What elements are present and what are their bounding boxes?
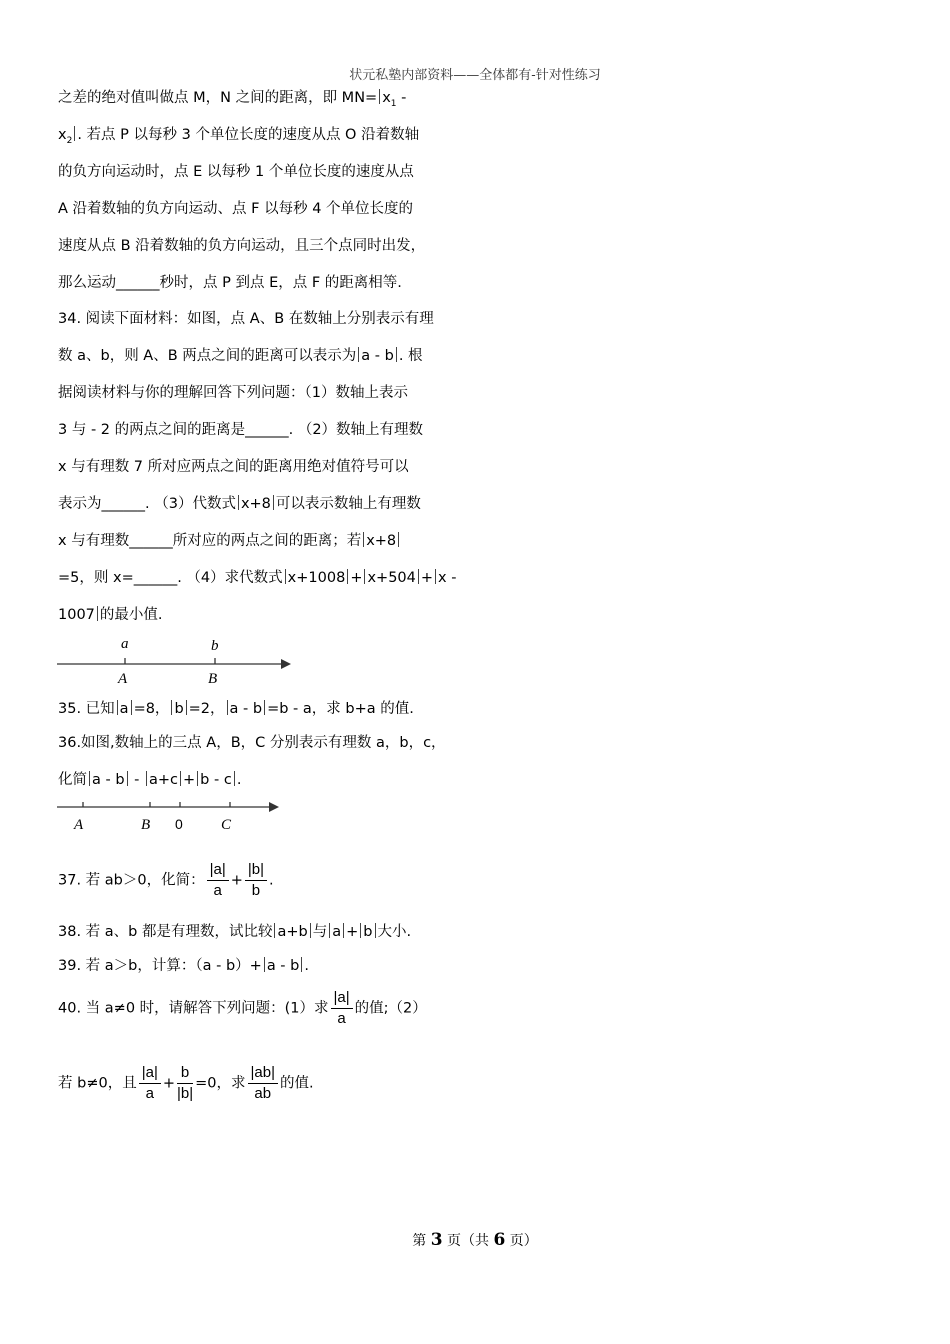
abs-bar: [301, 957, 302, 972]
text: +: [230, 872, 243, 889]
abs-bar: [343, 923, 344, 938]
text: =5，则 x=______. （4）求代数式: [58, 570, 283, 586]
fraction-b-over-abs-b: [177, 1063, 193, 1104]
q33-line-1: [58, 88, 406, 114]
denominator: b: [251, 882, 261, 899]
abs-bar: [363, 532, 364, 547]
text: x: [58, 127, 67, 143]
subscript: 1: [390, 98, 397, 109]
denominator: ab: [254, 1085, 272, 1102]
q33-line-2: [58, 125, 419, 151]
q34-line-4: 3 与 - 2 的两点之间的距离是______. （2）数轴上有理数: [58, 422, 424, 438]
numerator: b: [177, 1063, 193, 1084]
abs-bar: [264, 957, 265, 972]
text: 可以表示数轴上有理数: [275, 496, 421, 512]
text: .: [269, 872, 274, 889]
text: x: [382, 90, 391, 106]
fraction-abs-a-over-a: [331, 988, 353, 1029]
text: .: [304, 958, 309, 974]
abs-bar: [264, 700, 265, 715]
text: 的值;（2）: [354, 1000, 427, 1017]
q36-line-1: 36.如图,数轴上的三点 A，B，C 分别表示有理数 a，b，c，: [58, 735, 446, 751]
text: x+1008: [287, 570, 346, 586]
q33-line-5: 速度从点 B 沿着数轴的负方向运动，且三个点同时出发，: [58, 238, 426, 254]
text: x -: [438, 570, 457, 586]
abs-bar: [146, 771, 147, 786]
label-b: b: [211, 638, 219, 654]
text: 的值.: [280, 1075, 314, 1092]
text: a: [332, 924, 342, 940]
text: 35. 已知: [58, 701, 115, 717]
text: a - b: [229, 701, 263, 717]
text: x+504: [367, 570, 416, 586]
q39-line: [58, 956, 309, 976]
abs-bar: [127, 771, 128, 786]
q38-line: [58, 922, 411, 942]
q40-line-2: [58, 1063, 314, 1104]
text: 第: [412, 1233, 431, 1249]
text: 化简: [58, 772, 87, 788]
text: 表示为______. （3）代数式: [58, 496, 236, 512]
text: =b - a，求 b+a 的值.: [267, 701, 414, 717]
text: a+b: [277, 924, 308, 940]
fraction-abs-a-over-a: [207, 860, 229, 901]
page-footer: [0, 1230, 950, 1250]
text: a - b: [92, 772, 125, 788]
text: x+8: [366, 533, 397, 549]
abs-bar: [180, 771, 181, 786]
text: =8，: [133, 701, 170, 717]
abs-bar: [285, 569, 286, 584]
axis-arrow: [281, 659, 291, 669]
text: 之差的绝对值叫做点 M，N 之间的距离，即 MN=: [58, 90, 378, 106]
text: 大小.: [377, 924, 412, 940]
denominator: a: [145, 1085, 154, 1102]
denominator: a: [337, 1010, 346, 1027]
q34-line-8: [58, 568, 456, 588]
text: a: [119, 701, 129, 717]
text: =0，求: [195, 1075, 246, 1092]
abs-bar: [197, 771, 198, 786]
number-line-abc: [55, 797, 290, 837]
abs-bar: [227, 700, 228, 715]
text: 页（共: [442, 1233, 494, 1249]
q34-line-9: [58, 605, 163, 625]
text: x 与有理数______所对应的两点之间的距离；若: [58, 533, 362, 549]
text: +: [350, 570, 363, 586]
fraction-abs-b-over-b: [245, 860, 267, 901]
text: 数 a、b，则 A、B 两点之间的距离可以表示为: [58, 348, 357, 364]
abs-bar: [74, 126, 75, 141]
text: . 若点 P 以每秒 3 个单位长度的速度从点 O 沿着数轴: [77, 127, 420, 143]
text: 37. 若 ab＞0，化简：: [58, 872, 205, 889]
page-header: 状元私塾内部资料——全体都有-针对性练习: [349, 68, 601, 83]
text: . 根: [398, 348, 423, 364]
q34-line-1: 34. 阅读下面材料：如图，点 A、B 在数轴上分别表示有理: [58, 311, 434, 327]
label-B: B: [208, 671, 218, 687]
number-line-ab: [55, 632, 300, 688]
text: 若 b≠0，且: [58, 1075, 137, 1092]
q34-line-5: x 与有理数 7 所对应两点之间的距离用绝对值符号可以: [58, 459, 409, 475]
q34-line-2: [58, 346, 423, 366]
text: x+8: [240, 496, 271, 512]
q35-line: [58, 699, 414, 719]
text: b: [174, 701, 184, 717]
fraction-abs-ab-over-ab: [248, 1063, 278, 1104]
text: =2，: [188, 701, 225, 717]
q40-line-1: [58, 988, 427, 1029]
abs-bar: [358, 347, 359, 362]
text: +: [183, 772, 196, 788]
abs-bar: [360, 923, 361, 938]
label-A: A: [118, 671, 128, 687]
text: a+c: [149, 772, 179, 788]
q34-line-3: 据阅读材料与你的理解回答下列问题：（1）数轴上表示: [58, 385, 408, 401]
abs-bar: [274, 923, 275, 938]
text: -: [129, 772, 144, 788]
abs-bar: [131, 700, 132, 715]
q33-line-3: 的负方向运动时，点 E 以每秒 1 个单位长度的速度从点: [58, 164, 414, 180]
abs-bar: [310, 923, 311, 938]
abs-bar: [238, 495, 239, 510]
text: +: [420, 570, 434, 586]
q34-line-7: [58, 531, 401, 551]
label-C: C: [221, 817, 232, 833]
fraction-abs-a-over-a: [139, 1063, 161, 1104]
text: b: [363, 924, 373, 940]
abs-bar: [364, 569, 365, 584]
denominator: |b|: [177, 1085, 194, 1102]
abs-bar: [329, 923, 330, 938]
abs-bar: [97, 606, 98, 621]
text: 40. 当 a≠0 时，请解答下列问题：(1）求: [58, 1000, 329, 1017]
text: +: [346, 924, 359, 940]
text: 页）: [505, 1233, 538, 1249]
text: b - c: [200, 772, 232, 788]
label-A: A: [74, 817, 84, 833]
abs-bar: [171, 700, 172, 715]
page-number: 3: [430, 1230, 443, 1250]
abs-bar: [347, 569, 348, 584]
abs-bar: [186, 700, 187, 715]
numerator: |a|: [139, 1063, 161, 1084]
abs-bar: [234, 771, 235, 786]
label-B: B: [141, 817, 151, 833]
abs-bar: [398, 532, 399, 547]
total-pages: 6: [493, 1230, 506, 1250]
q37-line: [58, 860, 274, 901]
abs-bar: [396, 347, 397, 362]
text: -: [396, 90, 407, 106]
subscript: 2: [66, 135, 73, 146]
abs-bar: [418, 569, 419, 584]
q36-line-2: [58, 770, 241, 790]
q33-line-4: A 沿着数轴的负方向运动、点 F 以每秒 4 个单位长度的: [58, 201, 414, 217]
text: 38. 若 a、b 都是有理数，试比较: [58, 924, 273, 940]
abs-bar: [379, 89, 380, 104]
text: 39. 若 a＞b，计算：（a - b）+: [58, 958, 262, 974]
abs-bar: [89, 771, 90, 786]
abs-bar: [273, 495, 274, 510]
text: a - b: [361, 348, 394, 364]
numerator: |a|: [331, 988, 353, 1009]
denominator: a: [213, 882, 222, 899]
text: .: [236, 772, 242, 788]
q33-line-6: 那么运动______秒时，点 P 到点 E，点 F 的距离相等.: [58, 275, 402, 291]
abs-bar: [435, 569, 436, 584]
numerator: |b|: [245, 860, 267, 881]
axis-arrow: [269, 802, 279, 812]
q34-line-6: [58, 494, 421, 514]
numerator: |a|: [207, 860, 229, 881]
text: 1007: [58, 607, 95, 623]
label-0: 0: [175, 816, 183, 832]
numerator: |ab|: [248, 1063, 278, 1084]
abs-bar: [375, 923, 376, 938]
label-a: a: [121, 636, 129, 652]
text: 与: [312, 924, 328, 940]
text: +: [162, 1075, 175, 1092]
text: 的最小值.: [99, 607, 163, 623]
text: a - b: [266, 958, 300, 974]
abs-bar: [117, 700, 118, 715]
